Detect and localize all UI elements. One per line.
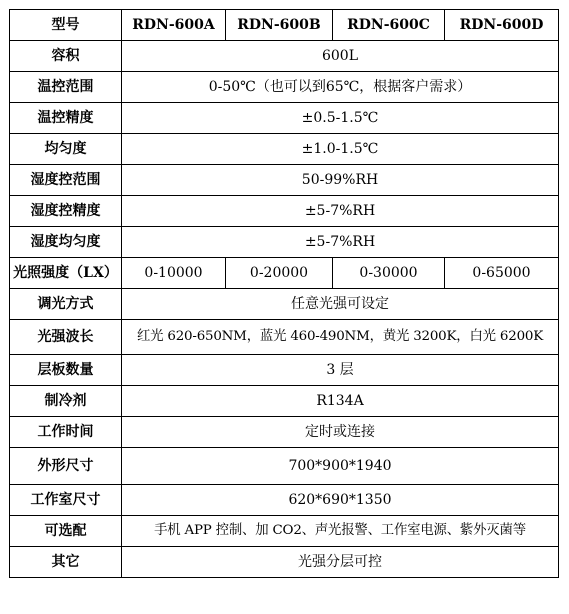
table-row xyxy=(10,516,559,547)
row-value: R134A xyxy=(122,386,559,417)
row-value: 光强分层可控 xyxy=(122,547,559,578)
table-row xyxy=(10,103,559,134)
model-a: RDN-600A xyxy=(122,10,226,41)
row-label: 层板数量 xyxy=(10,355,122,386)
row-label: 工作时间 xyxy=(10,417,122,448)
row-label: 光照强度（LX） xyxy=(10,258,122,289)
table-row xyxy=(10,320,559,355)
row-value: ±0.5-1.5℃ xyxy=(122,103,559,134)
row-label: 湿度均匀度 xyxy=(10,227,122,258)
row-value: 定时或连接 xyxy=(122,417,559,448)
row-label: 湿度控精度 xyxy=(10,196,122,227)
spec-table xyxy=(9,9,559,578)
table-row xyxy=(10,386,559,417)
table-row xyxy=(10,165,559,196)
row-value: 红光 620-650NM，蓝光 460-490NM，黄光 3200K，白光 6200K xyxy=(122,320,559,355)
row-value: ±5-7%RH xyxy=(122,227,559,258)
light-intensity-row xyxy=(10,258,559,289)
light-value-b: 0-20000 xyxy=(226,258,333,289)
row-value: ±1.0-1.5℃ xyxy=(122,134,559,165)
table-row xyxy=(10,417,559,448)
row-label: 均匀度 xyxy=(10,134,122,165)
table-row xyxy=(10,72,559,103)
table-row xyxy=(10,448,559,485)
table-row xyxy=(10,227,559,258)
light-value-c: 0-30000 xyxy=(333,258,445,289)
model-c: RDN-600C xyxy=(333,10,445,41)
table-row xyxy=(10,547,559,578)
row-label: 工作室尺寸 xyxy=(10,485,122,516)
light-value-d: 0-65000 xyxy=(445,258,559,289)
row-value: 620*690*1350 xyxy=(122,485,559,516)
table-row xyxy=(10,196,559,227)
header-label: 型号 xyxy=(10,10,122,41)
row-value: 700*900*1940 xyxy=(122,448,559,485)
row-value: 任意光强可设定 xyxy=(122,289,559,320)
row-label: 温控范围 xyxy=(10,72,122,103)
table-row xyxy=(10,41,559,72)
table-row xyxy=(10,355,559,386)
row-label: 温控精度 xyxy=(10,103,122,134)
row-label: 湿度控范围 xyxy=(10,165,122,196)
table-row xyxy=(10,485,559,516)
row-label: 光强波长 xyxy=(10,320,122,355)
table-row xyxy=(10,134,559,165)
row-value: 600L xyxy=(122,41,559,72)
row-label: 容积 xyxy=(10,41,122,72)
row-label: 制冷剂 xyxy=(10,386,122,417)
row-value: 手机 APP 控制、加 CO2、声光报警、工作室电源、紫外灭菌等 xyxy=(122,516,559,547)
light-value-a: 0-10000 xyxy=(122,258,226,289)
row-value: 50-99%RH xyxy=(122,165,559,196)
row-label: 其它 xyxy=(10,547,122,578)
row-value: ±5-7%RH xyxy=(122,196,559,227)
model-b: RDN-600B xyxy=(226,10,333,41)
row-value: 3 层 xyxy=(122,355,559,386)
row-label: 调光方式 xyxy=(10,289,122,320)
row-label: 可选配 xyxy=(10,516,122,547)
table-row xyxy=(10,289,559,320)
table-header-row xyxy=(10,10,559,41)
model-d: RDN-600D xyxy=(445,10,559,41)
row-value: 0-50℃（也可以到65℃，根据客户需求） xyxy=(122,72,559,103)
row-label: 外形尺寸 xyxy=(10,448,122,485)
